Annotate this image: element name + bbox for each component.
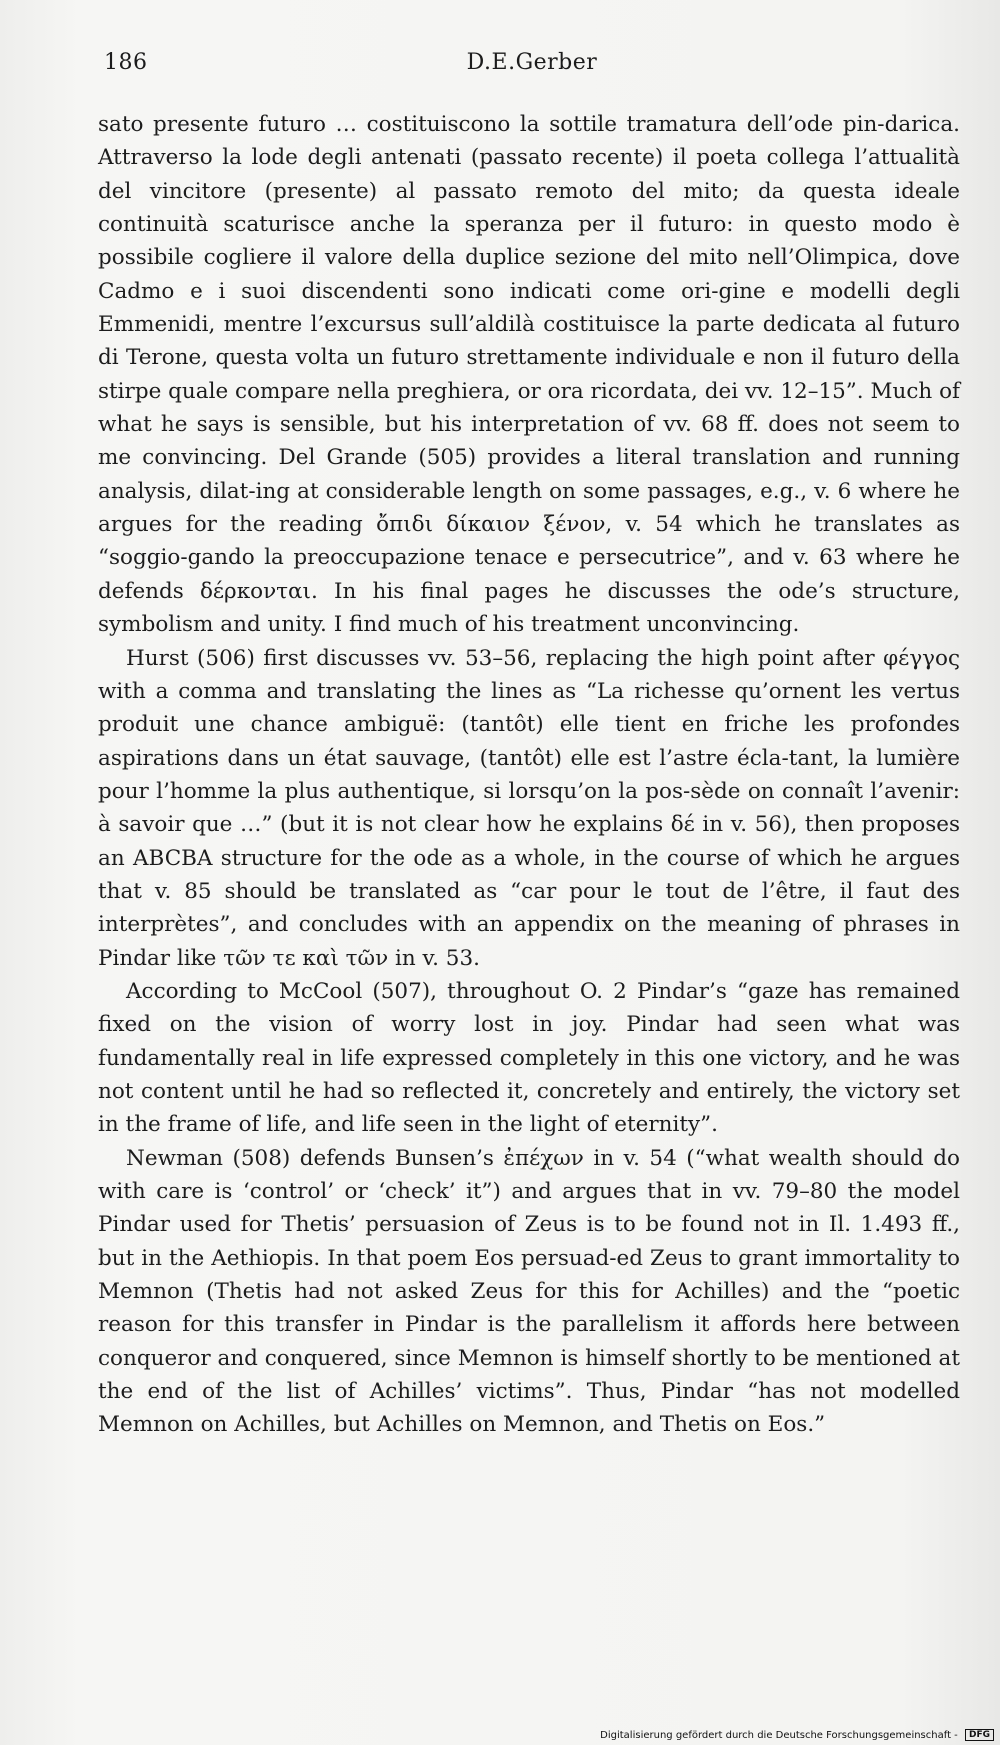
paragraph: sato presente futuro … costituiscono la sottile tramatura dell’ode pin-darica. Attraverso la lode degli antenati (passato recente) il poeta collega l’attualità del vincitore (presente) al passato remoto del mito; da questa ideale continuità scaturisce anche la speranza per il futuro: in questo modo è possibile cogliere il valore della duplice sezione del mito nell’Olimpica, dove Cadmo e i suoi discendenti sono indicati come ori-gine e modelli degli Emmenidi, mentre l’excursus sull’aldilà costituisce la parte dedicata al futuro di Terone, questa volta un futuro strettamente individuale e non il futuro della stirpe quale compare nella preghiera, or ora ricordata, dei vv. 12–15”. Much of what he says is sensible, but his interpretation of vv. 68 ff. does not seem to me convincing. Del Grande (505) provides a literal translation and running analysis, dilat-ing at considerable length on some passages, e.g., v. 6 where he argues for the reading ὄπιδι δίκαιον ξένον, v. 54 which he translates as “soggio-gando la preoccupazione tenace e persecutrice”, and v. 63 where he defends δέρκονται. In his final pages he discusses the ode’s structure, symbolism and unity. I find much of his treatment unconvincing. — [98, 112, 960, 638]
running-head: D.E.Gerber — [466, 50, 598, 75]
body-text — [98, 108, 960, 1442]
page-header — [104, 50, 960, 86]
footer-credit: Digitalisierung gefördert durch die Deutsche Forschungsgemeinschaft - — [600, 1730, 958, 1741]
paragraph: Hurst (506) first discusses vv. 53–56, replacing the high point after φέγγος with a comma and translating the lines as “La richesse qu’ornent les vertus produit une chance ambiguë: (tantôt) elle tient en friche les profondes aspirations dans un état sauvage, (tantôt) elle est l’astre écla-tant, la lumière pour l’homme la plus authentique, si lorsqu’on la pos-sède on connaît l’avenir: à savoir que …” (but it is not clear how he explains δέ in v. 56), then proposes an ABCBA structure for the ode as a whole, in the course of which he argues that v. 85 should be translated as “car pour le tout de l’être, il faut des interprètes”, and concludes with an appendix on the meaning of phrases in Pindar like τῶν τε καὶ τῶν in v. 53. — [98, 645, 960, 971]
paragraph: According to McCool (507), throughout O. 2 Pindar’s “gaze has remained fixed on the vision of worry lost in joy. Pindar had seen what was fundamentally real in life expressed completely in this one victory, and he was not content until he had so reflected it, concretely and entirely, the victory set in the frame of life, and life seen in the light of eternity”. — [98, 978, 960, 1138]
page-number: 186 — [104, 50, 148, 75]
digitization-footer — [0, 1729, 994, 1741]
paragraph: Newman (508) defends Bunsen’s ἐπέχων in v. 54 (“what wealth should do with care is ‘control’ or ‘check’ it”) and argues that in vv. 79–80 the model Pindar used for Thetis’ persuasion of Zeus is to be found not in Il. 1.493 ff., but in the Aethiopis. In that poem Eos persuad-ed Zeus to grant immortality to Memnon (Thetis had not asked Zeus for this for Achilles) and the “poetic reason for this transfer in Pindar is the parallelism it affords here between conqueror and conquered, since Memnon is himself shortly to be mentioned at the end of the list of Achilles’ victims”. Thus, Pindar “has not modelled Memnon on Achilles, but Achilles on Memnon, and Thetis on Eos.” — [98, 1145, 960, 1438]
dfg-logo: DFG — [965, 1729, 994, 1741]
